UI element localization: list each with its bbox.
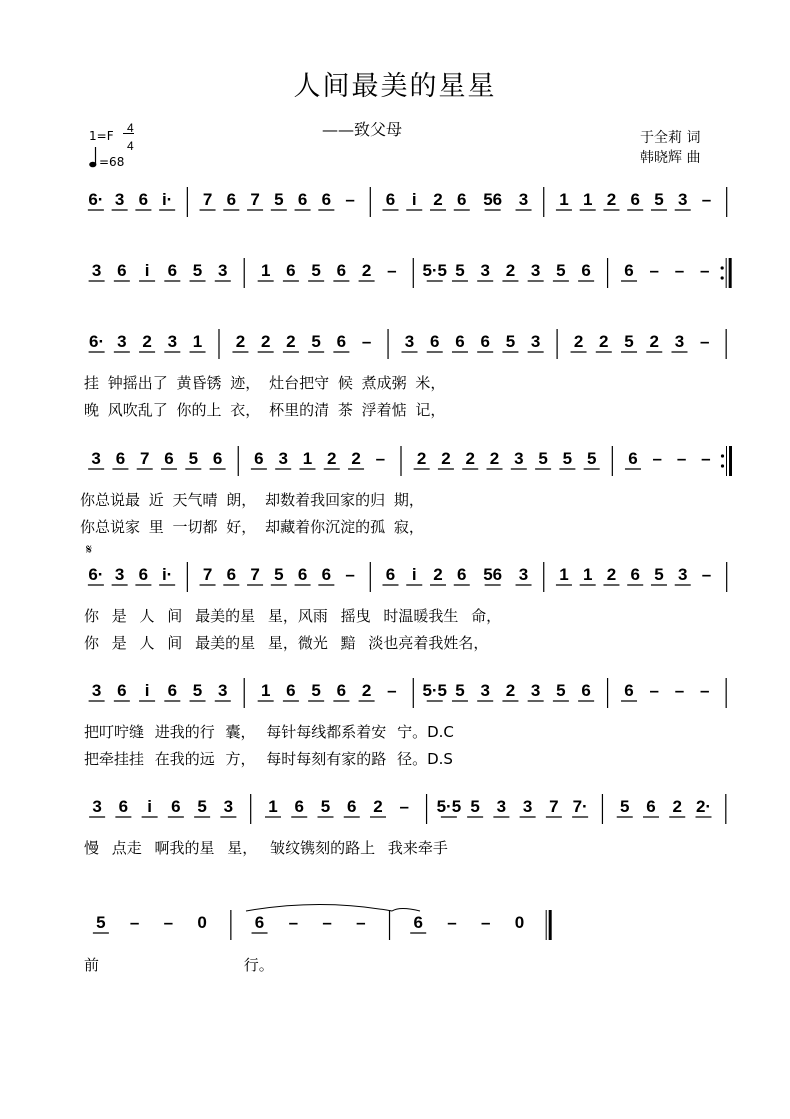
note: 6 bbox=[480, 332, 490, 351]
note-dash: – bbox=[652, 449, 663, 468]
note: i bbox=[411, 565, 417, 584]
note: 3 bbox=[91, 261, 102, 280]
note: 1 bbox=[192, 332, 203, 351]
notation-row bbox=[89, 258, 731, 288]
note: 2 bbox=[361, 681, 372, 700]
note: 6 bbox=[457, 565, 467, 584]
note-dash: – bbox=[387, 261, 397, 280]
note: 5 bbox=[556, 261, 566, 280]
segno-icon: 𝄋 bbox=[86, 542, 93, 558]
note: 56 bbox=[483, 190, 503, 209]
note: 3 bbox=[518, 565, 529, 584]
note: 5 bbox=[455, 261, 465, 280]
note: 1 bbox=[582, 565, 593, 584]
note: 3 bbox=[518, 190, 529, 209]
note-dash: – bbox=[399, 797, 409, 816]
repeat-dot bbox=[721, 266, 724, 269]
note: 6 bbox=[646, 797, 656, 816]
note: 6 bbox=[254, 913, 265, 932]
tempo-marking: =68 bbox=[99, 155, 125, 169]
lyricist-credit: 于全莉 词 bbox=[640, 130, 701, 146]
note: i bbox=[144, 261, 150, 280]
lyric-line: 你总说家 里 一切都 好， 却藏着你沉淀的孤 寂， bbox=[80, 518, 424, 536]
notation-row bbox=[88, 446, 730, 476]
note: 3 bbox=[514, 449, 524, 468]
note: 3 bbox=[114, 565, 125, 584]
note: 6 bbox=[321, 190, 332, 209]
note: 0 bbox=[197, 913, 207, 932]
lyric-line: 把牵挂挂 在我的远 方， 每时每刻有家的路 径。D.S bbox=[84, 750, 453, 768]
note-dash: – bbox=[361, 332, 372, 351]
notation-row bbox=[93, 910, 550, 940]
note: 6 bbox=[294, 797, 304, 816]
note: 6 bbox=[385, 565, 396, 584]
note: 6 bbox=[286, 261, 296, 280]
note: 1 bbox=[559, 565, 569, 584]
lyric-line: 你 是 人 间 最美的星 星，微光 黯 淡也亮着我姓名， bbox=[84, 634, 489, 652]
note: 6· bbox=[88, 190, 104, 209]
tie-arc bbox=[246, 905, 420, 912]
note: 6 bbox=[297, 190, 308, 209]
note: 2 bbox=[142, 332, 152, 351]
note: 3 bbox=[530, 261, 541, 280]
note: 2 bbox=[573, 332, 584, 351]
note: 5 bbox=[654, 565, 664, 584]
note: 1 bbox=[559, 190, 569, 209]
note-dash: – bbox=[345, 190, 355, 209]
note: 3 bbox=[522, 797, 533, 816]
note-dash: – bbox=[674, 681, 685, 700]
note-dash: – bbox=[356, 913, 366, 932]
note: 6 bbox=[115, 449, 126, 468]
composer-credit: 韩晓辉 曲 bbox=[640, 150, 701, 166]
note: 5 bbox=[311, 332, 321, 351]
note: 2 bbox=[433, 190, 443, 209]
note: 6 bbox=[138, 565, 149, 584]
note: 2 bbox=[599, 332, 609, 351]
note: 3 bbox=[114, 190, 125, 209]
note: 3 bbox=[92, 797, 102, 816]
lyric-line: 前 行。 bbox=[84, 956, 274, 974]
note: 5 bbox=[556, 681, 566, 700]
note: 3 bbox=[496, 797, 507, 816]
note: 3 bbox=[677, 565, 688, 584]
song-subtitle: ——致父母 bbox=[322, 120, 403, 139]
note: 3 bbox=[674, 332, 685, 351]
note: 6 bbox=[624, 681, 634, 700]
note: 5 bbox=[311, 261, 321, 280]
song-title: 人间最美的星星 bbox=[293, 71, 497, 102]
note: 5 bbox=[620, 797, 630, 816]
lyric-line: 你总说最 近 天气晴 朗， 却数着我回家的归 期， bbox=[80, 491, 424, 509]
note: 6 bbox=[336, 261, 347, 280]
note: 2 bbox=[465, 449, 475, 468]
note: 6 bbox=[226, 565, 237, 584]
note: 2 bbox=[606, 190, 617, 209]
note: 5 bbox=[586, 449, 597, 468]
note: 6 bbox=[138, 190, 149, 209]
repeat-dot bbox=[721, 276, 724, 279]
note-dash: – bbox=[163, 913, 174, 932]
note: 5 bbox=[311, 681, 321, 700]
note: 6 bbox=[336, 681, 347, 700]
note: 2 bbox=[361, 261, 372, 280]
note: 6 bbox=[117, 681, 127, 700]
note: 5·5 bbox=[436, 797, 462, 816]
note: 3 bbox=[91, 681, 102, 700]
note: 6 bbox=[413, 913, 423, 932]
note-dash: – bbox=[322, 913, 332, 932]
notation-row bbox=[89, 678, 727, 708]
note: 6 bbox=[254, 449, 264, 468]
note-dash: – bbox=[387, 681, 397, 700]
note: 3 bbox=[530, 681, 541, 700]
note-dash: – bbox=[375, 449, 386, 468]
note-dash: – bbox=[676, 449, 687, 468]
note: 5 bbox=[192, 261, 203, 280]
note-dash: – bbox=[345, 565, 355, 584]
note-dash: – bbox=[701, 190, 712, 209]
note: 2 bbox=[489, 449, 500, 468]
note: 5 bbox=[197, 797, 207, 816]
note: 2 bbox=[433, 565, 443, 584]
notation-row bbox=[89, 794, 726, 824]
lyric-line: 把叮咛缝 进我的行 囊， 每针每线都系着安 宁。D.C bbox=[84, 723, 454, 741]
note: 0 bbox=[514, 913, 525, 932]
note: 6 bbox=[286, 681, 296, 700]
key-signature: 1=F bbox=[89, 129, 114, 143]
note: 7 bbox=[139, 449, 150, 468]
note: 3 bbox=[167, 332, 178, 351]
note: 6· bbox=[89, 332, 105, 351]
note: 2 bbox=[606, 565, 617, 584]
note: 7 bbox=[250, 565, 260, 584]
note: 1 bbox=[302, 449, 313, 468]
note: 6 bbox=[630, 565, 640, 584]
note: 5·5 bbox=[422, 261, 448, 280]
note: 5 bbox=[96, 913, 106, 932]
note: 6 bbox=[164, 449, 174, 468]
note: 3 bbox=[218, 681, 228, 700]
note: 3 bbox=[117, 332, 127, 351]
note: 6 bbox=[457, 190, 467, 209]
note: 5 bbox=[320, 797, 331, 816]
note: i· bbox=[161, 565, 173, 584]
note-dash: – bbox=[649, 261, 659, 280]
note: 6 bbox=[630, 190, 640, 209]
note: 6 bbox=[167, 261, 178, 280]
note: 3 bbox=[91, 449, 101, 468]
note: i bbox=[147, 797, 152, 816]
note-dash: – bbox=[288, 913, 299, 932]
note: 6 bbox=[336, 332, 347, 351]
note-dash: – bbox=[480, 913, 491, 932]
note: 1 bbox=[260, 681, 271, 700]
note: 2 bbox=[351, 449, 361, 468]
note: 5·5 bbox=[422, 681, 448, 700]
note-dash: – bbox=[699, 681, 710, 700]
note: 1 bbox=[260, 261, 271, 280]
note: 6 bbox=[581, 681, 591, 700]
note: 6 bbox=[212, 449, 223, 468]
note: 6 bbox=[321, 565, 332, 584]
note: 6 bbox=[624, 261, 634, 280]
note: 3 bbox=[404, 332, 415, 351]
note: 2 bbox=[235, 332, 246, 351]
note: 5 bbox=[192, 681, 203, 700]
note: 6 bbox=[118, 797, 129, 816]
repeat-dot bbox=[721, 464, 724, 467]
note: 2 bbox=[505, 261, 516, 280]
note: 7 bbox=[202, 190, 213, 209]
note: 6· bbox=[88, 565, 104, 584]
note-dash: – bbox=[447, 913, 457, 932]
note: 2 bbox=[327, 449, 337, 468]
note-dash: – bbox=[699, 332, 710, 351]
note-dash: – bbox=[699, 261, 710, 280]
note: 5 bbox=[624, 332, 634, 351]
note: 2· bbox=[695, 797, 712, 816]
note: 6 bbox=[297, 565, 308, 584]
note: 5 bbox=[188, 449, 199, 468]
note: 3 bbox=[223, 797, 234, 816]
notation-row bbox=[88, 187, 727, 217]
note-dash: – bbox=[649, 681, 659, 700]
note: i· bbox=[161, 190, 173, 209]
note: 6 bbox=[628, 449, 638, 468]
time-signature-bottom: 4 bbox=[127, 139, 134, 153]
time-signature-top: 4 bbox=[127, 121, 134, 135]
note: 7 bbox=[549, 797, 559, 816]
note: i bbox=[411, 190, 417, 209]
note: 6 bbox=[167, 681, 178, 700]
note: 2 bbox=[416, 449, 427, 468]
note: 2 bbox=[649, 332, 659, 351]
note: 3 bbox=[530, 332, 541, 351]
note: 6 bbox=[226, 190, 237, 209]
note: 3 bbox=[218, 261, 228, 280]
note: 7· bbox=[572, 797, 588, 816]
note: 2 bbox=[373, 797, 383, 816]
note-dash: – bbox=[701, 449, 711, 468]
note: 6 bbox=[347, 797, 357, 816]
note: 6 bbox=[455, 332, 465, 351]
note: 7 bbox=[202, 565, 213, 584]
note: 5 bbox=[538, 449, 548, 468]
note-dash: – bbox=[674, 261, 685, 280]
lyric-line: 你 是 人 间 最美的星 星，风雨 摇曳 时温暖我生 命， bbox=[84, 607, 502, 625]
note: 3 bbox=[278, 449, 288, 468]
note: 6 bbox=[429, 332, 440, 351]
note: 56 bbox=[483, 565, 503, 584]
note-dash: – bbox=[701, 565, 712, 584]
note: 7 bbox=[250, 190, 260, 209]
lyric-line: 晚 风吹乱了 你的上 衣， 杯里的清 茶 浮着惦 记， bbox=[84, 401, 446, 419]
note: 2 bbox=[260, 332, 271, 351]
note: 6 bbox=[171, 797, 181, 816]
note: 5 bbox=[654, 190, 664, 209]
note: 5 bbox=[562, 449, 573, 468]
lyric-line: 挂 钟摇出了 黄昏锈 迹， 灶台把守 候 煮成粥 米， bbox=[84, 374, 446, 392]
notation-row bbox=[89, 329, 727, 359]
lyric-line: 慢 点走 啊我的星 星， 皱纹镌刻的路上 我来牵手 bbox=[84, 839, 448, 857]
note: 6 bbox=[581, 261, 591, 280]
note: 6 bbox=[385, 190, 396, 209]
repeat-dot bbox=[721, 454, 724, 457]
note: 5 bbox=[505, 332, 516, 351]
notation-row bbox=[88, 562, 727, 592]
note: 2 bbox=[505, 681, 516, 700]
note: 5 bbox=[274, 190, 284, 209]
note: 1 bbox=[582, 190, 593, 209]
note: 3 bbox=[480, 261, 490, 280]
note: 2 bbox=[441, 449, 451, 468]
note: 2 bbox=[672, 797, 682, 816]
note: 3 bbox=[480, 681, 490, 700]
note-dash: – bbox=[129, 913, 140, 932]
note: 5 bbox=[274, 565, 284, 584]
note: 2 bbox=[286, 332, 296, 351]
note: i bbox=[144, 681, 150, 700]
note: 5 bbox=[455, 681, 465, 700]
note: 6 bbox=[117, 261, 127, 280]
note: 5 bbox=[470, 797, 480, 816]
note: 3 bbox=[677, 190, 688, 209]
note: 1 bbox=[268, 797, 278, 816]
